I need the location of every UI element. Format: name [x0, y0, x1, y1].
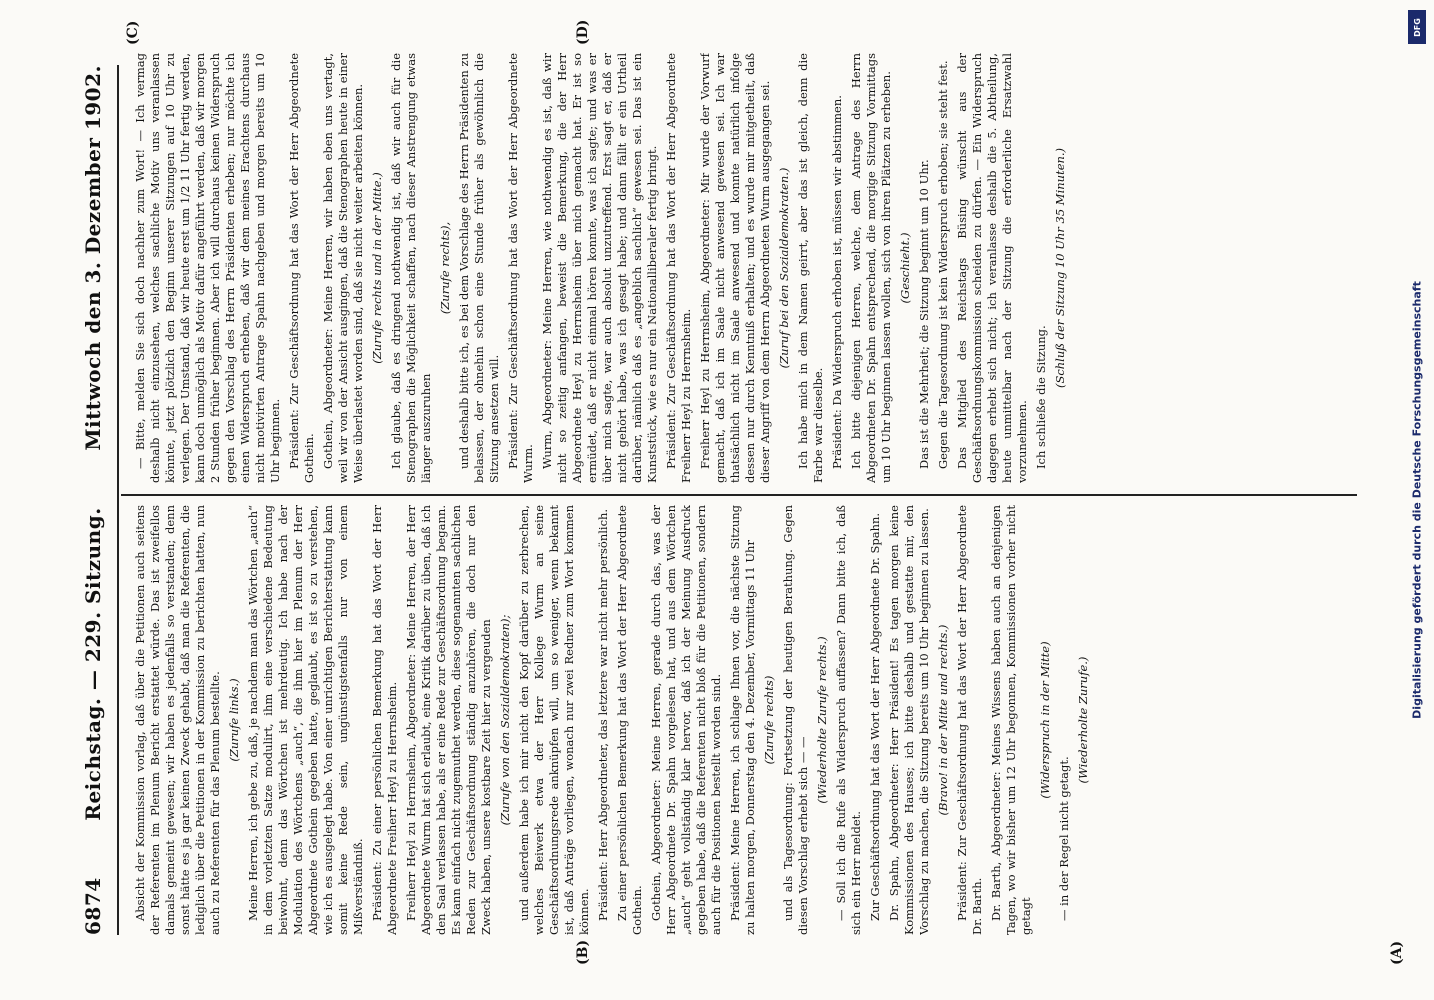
paragraph: und als Tagesordnung: Fortsetzung der heutigen Berathung. Gegen diesen Vorschlag erhebt sich — — [781, 505, 810, 935]
paragraph: Präsident: Zur Geschäftsordnung hat das Wort der Herr Abgeordnete Dr. Barth. [955, 505, 984, 935]
paragraph: — in der Regel nicht getagt. [1057, 756, 1071, 921]
credit-text: Digitalisierung gefördert durch die Deutsche Forschungsgemeinschaft [1410, 281, 1424, 719]
paragraph: (Wiederholte Zurufe rechts.) [815, 636, 829, 804]
paragraph: und außerdem habe ich mir nicht den Kopf darüber zu zerbrechen, welches Beiwerk etwa der Herr Kollege Wurm an seine Geschäftsordnungsrede anknüpfen will, um so weniger, wenn bekannt ist, daß Anträge vorliegen, wonach nur zwei Redner zum Wort kommen können. [517, 505, 591, 935]
paragraph: (Zurufe von den Sozialdemokraten); [498, 614, 512, 826]
paragraph: Gegen die Tagesordnung ist kein Widerspruch erhoben; sie steht fest. [936, 60, 950, 469]
paragraph: Zur Geschäftsordnung hat das Wort der Herr Abgeordnete Dr. Spahn. [868, 512, 882, 921]
paragraph: Zu einer persönlichen Bemerkung hat das Wort der Herr Abgeordnete Gothein. [615, 505, 644, 935]
paragraph: Gothein, Abgeordneter: Meine Herren, gerade durch das, was der Herr Abgeordnete Dr. Spahn vorgelesen hat, und aus dem Wörtchen „auch“ geht vollständig klar hervor, daß ich der Meinung Ausdruck gegeben habe, daß die Referenten nicht bloß für die Petitionen, sondern auch für die Positionen bestellt worden sind. [649, 505, 723, 935]
digitization-credit [1406, 10, 1428, 990]
paragraph: Ich glaube, daß es dringend nothwendig ist, daß wir auch für die Stenographen die Möglichkeit schaffen, nach dieser Anstrengung etwas länger auszuruhen [389, 53, 433, 483]
paragraph: (Wiederholte Zurufe.) [1076, 656, 1090, 784]
paragraph: Das Mitglied des Reichstags Büsing wünscht aus der Geschäftsordnungskommission scheiden zu dürfen. — Ein Widerspruch dagegen erhebt sich nicht; ich veranlasse deshalb die 5. Abtheilung, heute unmittelbar nach der Sitzung die erforderliche Ersatzwahl vorzunehmen. [955, 53, 1029, 483]
paragraph: Präsident: Da Widerspruch erhoben ist, müssen wir abstimmen. [830, 95, 844, 469]
paragraph: (Zurufe rechts und in der Mitte.) [370, 172, 384, 364]
paragraph: und deshalb bitte ich, es bei dem Vorschlage des Herrn Präsidenten zu belassen, der ohnehin schon eine Stunde früher als gewöhnlich die Sitzung ansetzen will. [457, 53, 501, 483]
paragraph: Dr. Spahn, Abgeordneter: Herr Präsident! Es tagen morgen keine Kommissionen des Hauses; ich bitte deshalb und gestatte mir, den Vorschlag zu machen, die Sitzung bereits um 10 Uhr beginnen zu lassen. [887, 505, 931, 935]
paragraph: Freiherr Heyl zu Herrnsheim, Abgeordneter: Meine Herren, der Herr Abgeordnete Wurm hat sich erlaubt, eine Kritik darüber zu üben, daß ich den Saal verlassen habe, als er eine Rede zur Geschäftsordnung begann. Es kann einfach nicht zugemuthet werden, diese sogenannten sachlichen Reden zur Geschäftsordnung ständig anzuhören, die doch nur den Zweck haben, unsere kostbare Zeit hier zu vergeuden [404, 505, 493, 935]
paragraph: Ich schließe die Sitzung. [1034, 325, 1048, 469]
paragraph: Gothein, Abgeordneter: Meine Herren, wir haben eben uns vertagt, weil wir von der Ansicht ausgingen, daß die Stenographen heute in einer Weise überlastet worden sind, daß sie nicht weiter arbeiten können. [321, 53, 365, 483]
session-title: Reichstag. — 229. Sitzung. [81, 507, 105, 821]
paragraph: Präsident: Zur Geschäftsordnung hat das Wort der Herr Abgeordnete Freiherr Heyl zu Herrnsheim. [664, 53, 693, 483]
session-date: Mittwoch den 3. Dezember 1902. [81, 65, 105, 451]
paragraph: Dr. Barth, Abgeordneter: Meines Wissens haben auch an denjenigen Tagen, wo wir bisher um 12 Uhr begonnen, Kommissionen vorher nicht getagt [989, 505, 1033, 935]
paragraph: — Bitte, melden Sie sich doch nachher zum Wort! — Ich vermag deshalb nicht einzusehen, welches sachliche Motiv uns veranlassen könnte, jetzt plötzlich den Beginn unserer Sitzungen auf 10 Uhr zu verlegen. Der Umstand, daß wir heute erst um 1/2 11 Uhr fertig werden, kann doch unmöglich als Motiv dafür angeführt werden, daß wir morgen 2 Stunden früher beginnen. Aber ich will durchaus keinen Widerspruch gegen den Vorschlag des Herrn Präsidenten erheben; nur möchte ich einen Widerspruch erheben, daß wir dem meines Erachtens durchaus nicht motivirten Antrage Spahn nachgeben und morgen bereits um 10 Uhr beginnen. [133, 53, 282, 483]
right-column [133, 53, 1351, 483]
page-number: 6874 [81, 877, 105, 935]
paragraph: (Zurufe rechts), [438, 221, 452, 315]
margin-marker-d: (D) [575, 19, 591, 45]
document-page [55, 19, 1405, 975]
paragraph: (Schluß der Sitzung 10 Uhr 35 Minuten.) [1053, 147, 1067, 389]
margin-marker-c: (C) [125, 20, 141, 45]
dfg-logo [1408, 10, 1426, 44]
paragraph: Präsident: Zu einer persönlichen Bemerkung hat das Wort der Herr Abgeordnete Freiherr Heyl zu Herrnsheim. [370, 505, 399, 935]
paragraph: Präsident: Herr Abgeordneter, das letztere war nicht mehr persönlich. [596, 508, 610, 921]
column-divider [121, 494, 1357, 496]
paragraph: Wurm, Abgeordneter: Meine Herren, wie nothwendig es ist, daß wir nicht so zeitig anfangen, beweist die Bemerkung, die der Herr Abgeordnete Heyl zu Herrnsheim über mich gemacht hat. Er ist so ermüdet, daß er nicht einmal hören konnte, was ich sagte; und was er über mich sagte, war auch absolut unzutreffend. Erst sagt er, daß er nicht gehört habe, was ich gesagt habe; und dann fällt er ein Urtheil darüber, nämlich daß es „angeblich sachlich“ gewesen sei. Das ist ein Kunststück, wie es nur ein Nationalliberaler fertig bringt. [540, 53, 659, 483]
paragraph: Das ist die Mehrheit; die Sitzung beginnt um 10 Uhr. [917, 159, 931, 469]
paragraph: Ich bitte diejenigen Herren, welche, dem Antrage des Herrn Abgeordneten Dr. Spahn entsprechend, die morgige Sitzung Vormittags um 10 Uhr beginnen lassen wollen, sich von ihren Plätzen zu erheben. [849, 53, 893, 483]
margin-marker-b: (B) [575, 939, 591, 965]
paragraph: — Soll ich die Rufe als Widerspruch auffassen? Dann bitte ich, daß sich ein Herr meldet. [834, 505, 863, 935]
paragraph: Präsident: Zur Geschäftsordnung hat das Wort der Herr Abgeordnete Gothein. [287, 53, 316, 483]
paragraph: (Zuruf bei den Sozialdemokraten.) [777, 167, 791, 369]
paragraph: (Zurufe rechts) [762, 675, 776, 765]
paragraph: Ich habe mich in dem Namen geirrt, aber das ist gleich, denn die Farbe war dieselbe. [796, 53, 825, 483]
paragraph: (Zurufe links.) [227, 678, 241, 762]
paragraph: (Bravo! in der Mitte und rechts.) [936, 624, 950, 816]
dfg-logo-text: DFG [1412, 17, 1422, 37]
paragraph: Absicht der Kommission vorlag, daß über die Petitionen auch seitens der Referenten im Plenum Bericht erstattet würde. Das ist zweifellos damals gemeint gewesen; wir haben es jedenfalls so verstanden; denn sonst hätte es ja gar keinen Zweck gehabt, daß man die Referenten, die lediglich über die Petitionen in der Kommission zu berichten hatten, nun auch zu Referenten für das Plenum bestellte. [133, 505, 222, 935]
paragraph: (Geschieht.) [898, 232, 912, 304]
paragraph: Freiherr Heyl zu Herrnsheim, Abgeordneter: Mir wurde der Vorwurf gemacht, daß ich im Saale nicht anwesend gewesen sei. Ich war thatsächlich nicht im Saale anwesend und konnte natürlich infolge dessen nur durch Kenntniß erhalten; und es wurde mir mitgetheilt, daß dieser Angriff von dem Herrn Abgeordneten Wurm ausgegangen sei. [698, 53, 772, 483]
paragraph: Präsident: Meine Herren, ich schlage Ihnen vor, die nächste Sitzung zu halten morgen, Donnerstag den 4. Dezember, Vormittags 11 Uhr [728, 505, 757, 935]
paragraph: (Widerspruch in der Mitte) [1038, 641, 1052, 799]
left-column [133, 505, 1351, 935]
margin-marker-a: (A) [1389, 940, 1405, 965]
paragraph: Meine Herren, ich gebe zu, daß, je nachdem man das Wörtchen „auch“ in dem vorletzten Satze modulirt, ihm eine verschiedene Bedeutung beiwohnt, denn das Wörtchen ist mehrdeutig. Ich habe nach der Modulation des Wörtchens „auch“, die ihm hier im Plenum der Herr Abgeordnete Gothein gegeben hatte, geglaubt, es ist so zu verstehen, wie ich es ausgelegt habe. Von einer unrichtigen Berichterstattung kann somit keine Rede sein, ungünstigstenfalls nur von einem Mißverständniß. [246, 505, 365, 935]
header-rule [117, 65, 119, 935]
paragraph: Präsident: Zur Geschäftsordnung hat das Wort der Herr Abgeordnete Wurm. [506, 53, 535, 483]
page-header [73, 65, 113, 935]
